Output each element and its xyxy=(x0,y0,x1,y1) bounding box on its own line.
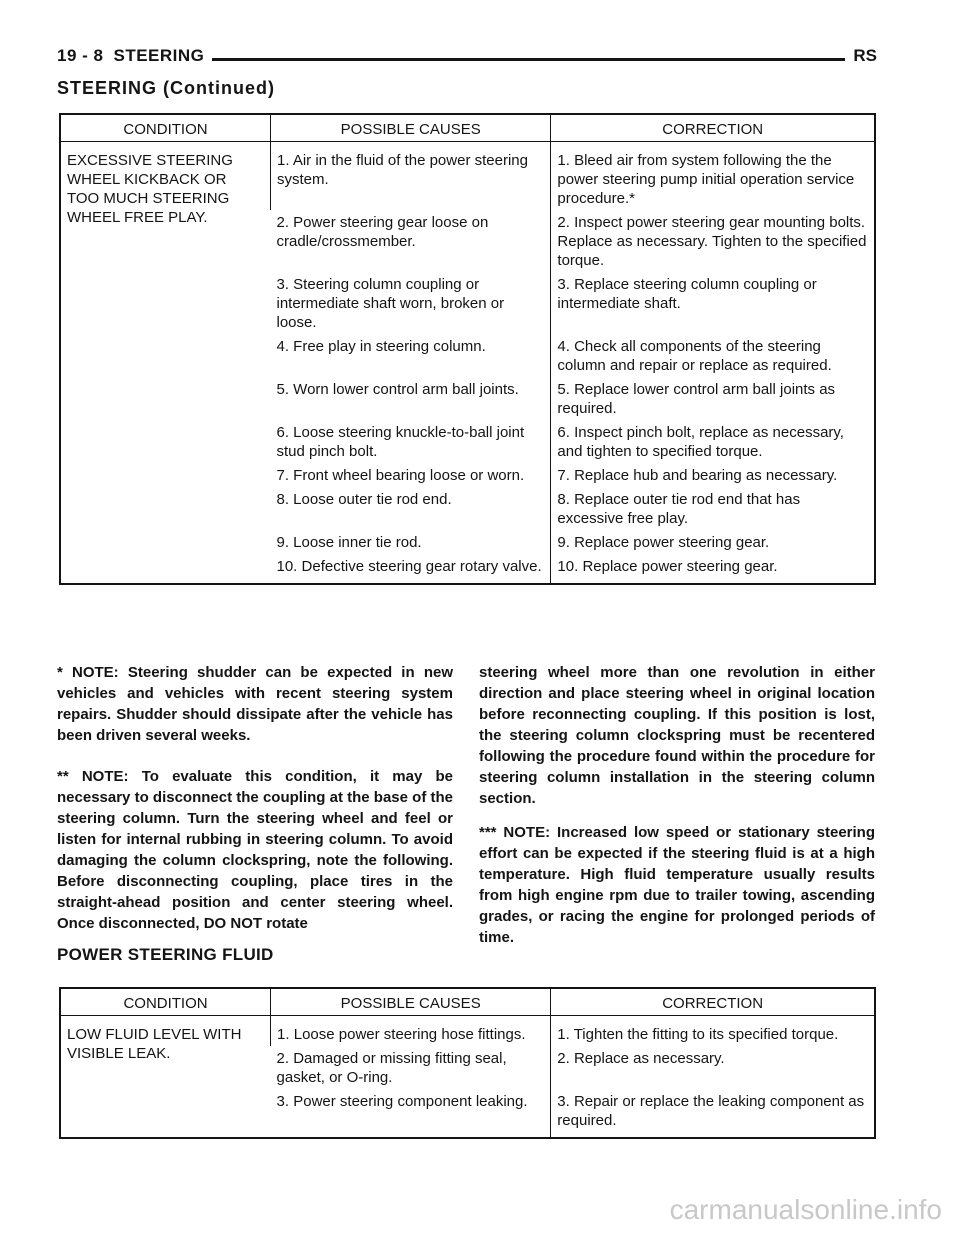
cause-cell: 4. Free play in steering column. xyxy=(276,338,486,355)
correction-cell: 2. Replace as necessary. xyxy=(551,1046,875,1089)
header-correction: CORRECTION xyxy=(551,114,875,142)
condition-cell xyxy=(60,1016,271,1139)
page-number: 19 - 8 xyxy=(57,46,104,65)
cause-cell: 2. Damaged or missing fitting seal, gasket, or O-ring. xyxy=(276,1050,507,1086)
correction-cell: 3. Repair or replace the leaking component as required. xyxy=(551,1089,875,1138)
correction-cell: 1. Bleed air from system following the the power steering pump initial operation service procedure.* xyxy=(551,142,875,211)
cause-cell: 6. Loose steering knuckle-to-ball joint stud pinch bolt. xyxy=(276,424,525,460)
correction-cell: 4. Check all components of the steering column and repair or replace as required. xyxy=(551,334,875,377)
header-code: RS xyxy=(845,46,877,66)
notes-column-left xyxy=(57,662,453,954)
diagnosis-table-steering xyxy=(59,113,876,585)
cause-cell: 2. Power steering gear loose on cradle/crossmember. xyxy=(276,214,489,250)
correction-cell: 10. Replace power steering gear. xyxy=(551,554,875,584)
correction-cell: 6. Inspect pinch bolt, replace as necessary, and tighten to specified torque. xyxy=(551,420,875,463)
cause-cell: 10. Defective steering gear rotary valve. xyxy=(276,558,542,575)
correction-cell: 3. Replace steering column coupling or intermediate shaft. xyxy=(551,272,875,334)
header-left xyxy=(57,46,212,66)
note-coupling-continued: steering wheel more than one revolution in either direction and place steering wheel in original location before reconnecting coupling. If this position is lost, the steering column clockspring must be recentered following the procedure found within the procedure for steering column installation in the steering column section. xyxy=(479,664,875,807)
condition-line: TOO MUCH STEERING xyxy=(67,190,230,207)
correction-cell: 8. Replace outer tie rod end that has excessive free play. xyxy=(551,487,875,530)
page-header xyxy=(57,46,877,68)
table-header-row xyxy=(60,114,875,142)
correction-cell: 2. Inspect power steering gear mounting bolts. Replace as necessary. Tighten to the specified torque. xyxy=(551,210,875,272)
section-title-power-steering-fluid: POWER STEERING FLUID xyxy=(57,945,274,964)
cause-cell: 8. Loose outer tie rod end. xyxy=(276,491,452,508)
condition-line: VISIBLE LEAK. xyxy=(67,1045,171,1062)
condition-line: WHEEL FREE PLAY. xyxy=(67,209,208,226)
diagnosis-table-fluid xyxy=(59,987,876,1139)
watermark: carmanualsonline.info xyxy=(669,1194,942,1225)
continued-title: STEERING (Continued) xyxy=(57,78,275,98)
table-row xyxy=(60,142,875,211)
header-causes: POSSIBLE CAUSES xyxy=(271,988,551,1016)
condition-cell xyxy=(60,142,271,585)
correction-cell: 7. Replace hub and bearing as necessary. xyxy=(551,463,875,487)
cause-cell: 7. Front wheel bearing loose or worn. xyxy=(276,467,525,484)
cause-cell: 1. Loose power steering hose fittings. xyxy=(271,1016,551,1047)
cause-cell: 3. Steering column coupling or intermediate shaft worn, broken or loose. xyxy=(276,276,505,331)
condition-line: EXCESSIVE STEERING xyxy=(67,152,233,169)
table-header-row xyxy=(60,988,875,1016)
correction-cell: 9. Replace power steering gear. xyxy=(551,530,875,554)
header-condition: CONDITION xyxy=(60,114,271,142)
condition-line: LOW FLUID LEVEL WITH xyxy=(67,1026,242,1043)
cause-cell: 3. Power steering component leaking. xyxy=(276,1093,528,1110)
header-causes: POSSIBLE CAUSES xyxy=(271,114,551,142)
correction-cell: 5. Replace lower control arm ball joints as required. xyxy=(551,377,875,420)
notes-column-right xyxy=(479,662,875,961)
cause-cell: 1. Air in the fluid of the power steering system. xyxy=(271,142,551,211)
correction-cell: 1. Tighten the fitting to its specified torque. xyxy=(551,1016,875,1047)
header-condition: CONDITION xyxy=(60,988,271,1016)
table-row xyxy=(60,1016,875,1047)
condition-line: WHEEL KICKBACK OR xyxy=(67,171,227,188)
cause-cell: 5. Worn lower control arm ball joints. xyxy=(276,381,519,398)
header-correction: CORRECTION xyxy=(551,988,875,1016)
note-shudder: * NOTE: Steering shudder can be expected in new vehicles and vehicles with recent steering system repairs. Shudder should dissipate after the vehicle has been driven several weeks. xyxy=(57,664,453,744)
cause-cell: 9. Loose inner tie rod. xyxy=(276,534,422,551)
note-steering-effort: *** NOTE: Increased low speed or stationary steering effort can be expected if the steering fluid is at a high temperature. High fluid temperature usually results from high engine rpm due to trailer towing, ascending grades, or racing the engine for prolonged periods of time. xyxy=(479,824,875,946)
note-coupling: ** NOTE: To evaluate this condition, it may be necessary to disconnect the coupling at the base of the steering column. Turn the steering wheel and feel or listen for internal rubbing in steering column. To avoid damaging the column clockspring, note the following. Before disconnecting coupling, place tires in the straight-ahead position and center steering wheel. Once disconnected, DO NOT rotate xyxy=(57,768,453,932)
header-section: STEERING xyxy=(113,46,205,65)
